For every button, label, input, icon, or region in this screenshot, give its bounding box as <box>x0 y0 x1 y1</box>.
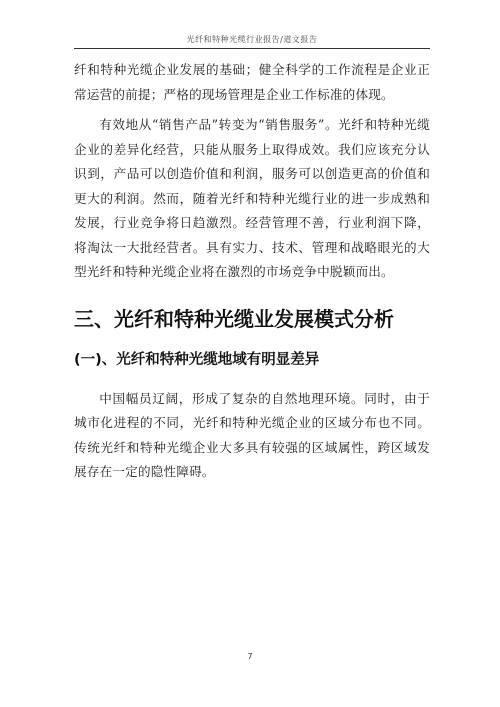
page-body <box>74 58 430 485</box>
body-paragraph-3: 中国幅员辽阔，形成了复杂的自然地理环境。同时，由于城市化进程的不同，光纤和特种光缆企业的区域分布也不同。传统光纤和特种光缆企业大多具有较强的区域属性，跨区域发展存在一定的隐性障碍。 <box>74 390 430 479</box>
header-divider <box>74 48 430 49</box>
running-header: 光纤和特种光缆行业报告/道文报告 <box>186 35 318 44</box>
body-paragraph-2: 有效地从“销售产品”转变为“销售服务”。光纤和特种光缆企业的差异化经营，只能从服务上取得成效。我们应该充分认识到，产品可以创造价值和利润，服务可以创造更高的价值和更大的利润。然而，随着光纤和特种光缆行业的进一步成熟和发展，行业竞争将日趋激烈。经营管理不善，行业利润下降，将淘汰一大批经营者。具有实力、技术、管理和战略眼光的大型光纤和特种光缆企业将在激烈的市场竞争中脱颖而出。 <box>74 117 430 279</box>
body-paragraph-1: 纤和特种光缆企业发展的基础；健全科学的工作流程是企业正常运营的前提；严格的现场管理是企业工作标准的体现。 <box>74 62 430 102</box>
section-heading: 三、光纤和特种光缆业发展模式分析 <box>74 306 394 331</box>
page-number: 7 <box>247 652 253 661</box>
subsection-heading: (一)、光纤和特种光缆地域有明显差异 <box>74 351 320 368</box>
